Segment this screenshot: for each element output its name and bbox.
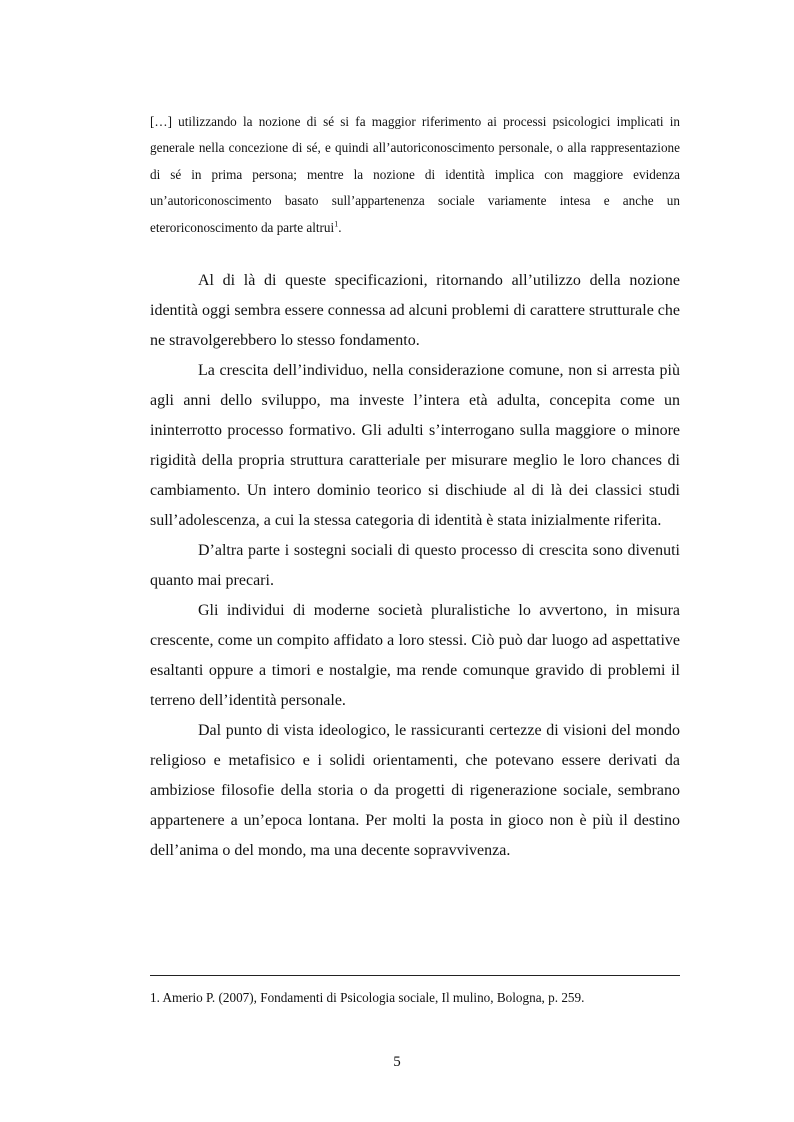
- footnote: 1. Amerio P. (2007), Fondamenti di Psicologia sociale, Il mulino, Bologna, p. 259.: [150, 990, 585, 1005]
- paragraph-2: La crescita dell’individuo, nella considerazione comune, non si arresta più agli anni dello sviluppo, ma investe l’intera età adulta, concepita come un ininterrotto processo formativo. Gli adulti s’interrogano sulla maggiore o minore rigidità della propria struttura caratteriale per misurare meglio le loro chances di cambiamento. Un intero dominio teorico si dischiude al di là dei classici studi sull’adolescenza, a cui la stessa categoria di identità è stata inizialmente riferita.: [150, 362, 680, 529]
- paragraph-3: D’altra parte i sostegni sociali di questo processo di crescita sono divenuti quanto mai precari.: [150, 542, 680, 589]
- footnote-separator: [150, 975, 680, 976]
- body-text: [150, 266, 680, 866]
- paragraph-5: Dal punto di vista ideologico, le rassicuranti certezze di visioni del mondo religioso e metafisico e i solidi orientamenti, che potevano essere derivati da ambiziose filosofie della storia o da progetti di rigenerazione sociale, sembrano appartenere a un’epoca lontana. Per molti la posta in gioco non è più il destino dell’anima o del mondo, ma una decente sopravvivenza.: [150, 722, 680, 859]
- block-quote-end: .: [338, 219, 342, 235]
- page-number: 5: [393, 1054, 401, 1070]
- block-quote: [150, 109, 680, 241]
- paragraph-4: Gli individui di moderne società pluralistiche lo avvertono, in misura crescente, come un compito affidato a loro stessi. Ciò può dar luogo ad aspettative esaltanti oppure a timori e nostalgie, ma rende comunque gravido di problemi il terreno dell’identità personale.: [150, 602, 680, 709]
- block-quote-text: […] utilizzando la nozione di sé si fa maggior riferimento ai processi psicologici implicati in generale nella concezione di sé, e quindi all’autoriconoscimento personale, o alla rappresentazione di sé in prima persona; mentre la nozione di identità implica con maggiore evidenza un’autoriconoscimento basato sull’appartenenza sociale variamente intesa e anche un eteroriconoscimento da parte altrui: [150, 114, 680, 235]
- footnote-reference[interactable]: 1: [334, 219, 339, 229]
- paragraph-1: Al di là di queste specificazioni, ritornando all’utilizzo della nozione identità oggi sembra essere connessa ad alcuni problemi di carattere strutturale che ne stravolgerebbero lo stesso fondamento.: [150, 272, 681, 349]
